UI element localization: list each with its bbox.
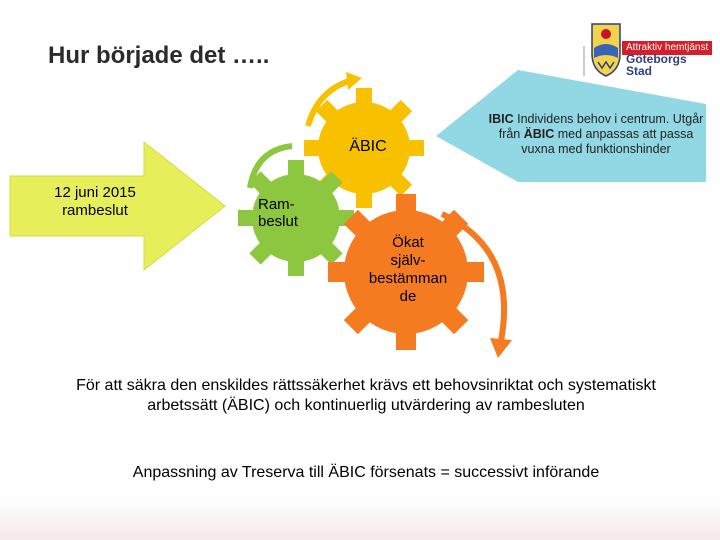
gear-abic-label: ÄBIC	[349, 138, 387, 155]
callout-bold-ibic: IBIC	[488, 112, 514, 126]
logo-tagline: Attraktiv hemtjänst	[622, 41, 712, 55]
logo-name-line1: Göteborgs	[626, 52, 687, 66]
yellow-arrowhead	[346, 72, 362, 90]
arrow-label: 12 juni 2015 rambeslut	[54, 184, 136, 219]
callout-text-part1: Individens behov i centrum. Utgår från	[498, 112, 704, 141]
callout-bold-abic: ÄBIC	[523, 127, 555, 141]
callout-text	[484, 112, 708, 157]
slide-title: Hur började det …..	[48, 42, 270, 69]
body-paragraph: För att säkra den enskildes rättssäkerhet krävs ett behovsinriktat och systematiskt arbetssätt (ÄBIC) och kontinuerlig utvärdering av rambesluten	[76, 377, 656, 414]
orange-arrowhead	[490, 338, 512, 358]
logo-name-line2: Stad	[626, 64, 653, 78]
gear-okat-label: Ökat själv- bestämman de	[368, 234, 448, 305]
gear-ram-label: Ram- beslut	[258, 196, 299, 230]
callout-text-part2: med anpassas att passa vuxna med funktionshinder	[521, 127, 694, 156]
bottom-statement: Anpassning av Treserva till ÄBIC försenats = successivt införande	[132, 464, 600, 481]
